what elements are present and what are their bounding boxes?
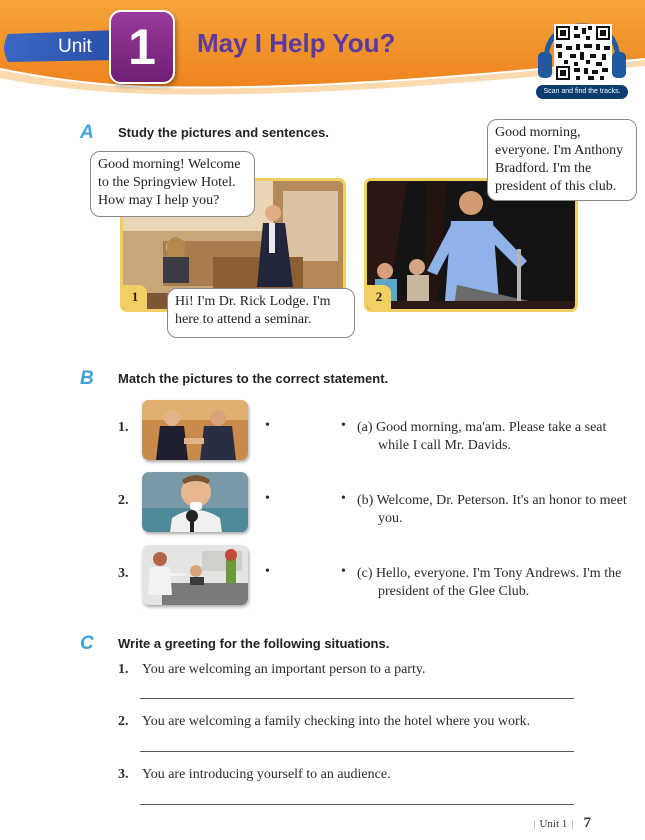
section-a-instruction: Study the pictures and sentences.	[118, 125, 329, 140]
match-item-number: 2.	[118, 493, 129, 508]
photo-1-number: 1	[123, 285, 147, 309]
statement-c	[357, 565, 638, 601]
question-number: 3.	[118, 767, 129, 782]
page-title: May I Help You?	[197, 28, 396, 58]
section-c-instruction: Write a greeting for the following situations.	[118, 636, 390, 651]
statement-text: Hello, everyone. I'm Tony Andrews. I'm the president of the Glee Club.	[376, 566, 622, 599]
statement-text: Good morning, ma'am. Please take a seat while I call Mr. Davids.	[376, 420, 607, 453]
question-text: You are introducing yourself to an audience.	[142, 767, 391, 782]
section-c-letter: C	[80, 633, 94, 654]
page-number: 7	[583, 815, 591, 831]
speaker-microphone-illustration	[142, 472, 248, 532]
match-dot-left[interactable]: •	[265, 564, 270, 579]
match-item-number: 1.	[118, 420, 129, 435]
match-item-number: 3.	[118, 566, 129, 581]
qr-caption: Scan and find the tracks.	[536, 85, 628, 99]
match-dot-left[interactable]: •	[265, 491, 270, 506]
footer-unit-text: Unit 1	[539, 818, 568, 830]
unit-number-badge: 1	[109, 10, 175, 84]
match-dot-right[interactable]: •	[341, 418, 346, 433]
photo-2-number: 2	[367, 285, 391, 309]
match-dot-right[interactable]: •	[341, 564, 346, 579]
statement-a	[357, 419, 638, 455]
statement-text: Welcome, Dr. Peterson. It's an honor to meet you.	[376, 493, 627, 526]
speech-bubble-guest: Hi! I'm Dr. Rick Lodge. I'm here to attend a seminar.	[167, 288, 355, 338]
match-dot-left[interactable]: •	[265, 418, 270, 433]
reception-desk-illustration	[142, 545, 248, 605]
qr-code-icon[interactable]	[554, 24, 612, 82]
unit-header	[0, 0, 645, 100]
section-b-instruction: Match the pictures to the correct statement.	[118, 371, 389, 386]
statement-label: (a)	[357, 420, 373, 435]
question-text: You are welcoming an important person to a party.	[142, 662, 426, 677]
match-image-handshake[interactable]	[142, 400, 248, 460]
match-image-speaker[interactable]	[142, 472, 248, 532]
footer-divider: |	[533, 818, 536, 830]
page-footer	[529, 815, 591, 832]
question-text: You are welcoming a family checking into the hotel where you work.	[142, 714, 531, 729]
section-b-letter: B	[80, 368, 94, 389]
unit-label: Unit	[58, 36, 92, 57]
statement-b	[357, 492, 638, 528]
question-number: 1.	[118, 662, 129, 677]
match-dot-right[interactable]: •	[341, 491, 346, 506]
section-a-letter: A	[80, 122, 94, 143]
speech-bubble-speaker: Good morning, everyone. I'm Anthony Bradford. I'm the president of this club.	[487, 119, 637, 201]
statement-label: (c)	[357, 566, 373, 581]
answer-line-2[interactable]	[140, 751, 574, 752]
question-number: 2.	[118, 714, 129, 729]
answer-line-1[interactable]	[140, 698, 574, 699]
footer-divider: |	[571, 818, 574, 830]
statement-label: (b)	[357, 493, 374, 508]
match-image-reception[interactable]	[142, 545, 248, 605]
answer-line-3[interactable]	[140, 804, 574, 805]
qr-audio-box[interactable]	[536, 22, 628, 100]
handshake-illustration	[142, 400, 248, 460]
speech-bubble-receptionist: Good morning! Welcome to the Springview Hotel. How may I help you?	[90, 151, 255, 217]
